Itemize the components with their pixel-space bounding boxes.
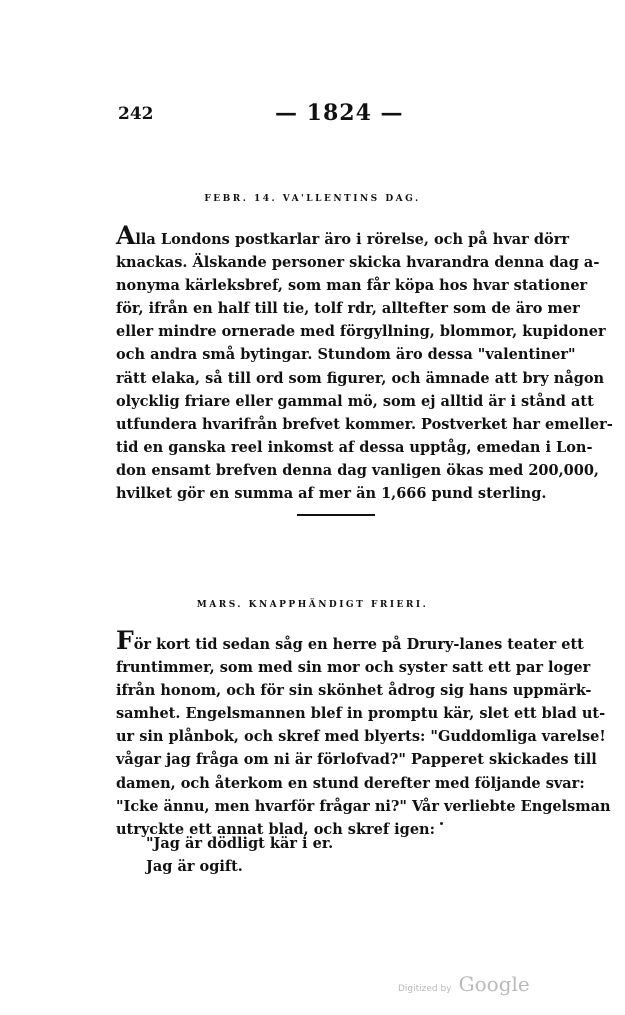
quote-line: Jag är ogift. (146, 858, 243, 875)
text-line: don ensamt brefven denna dag vanligen ökas med 200,000, (116, 461, 599, 479)
section-heading-proposal: MARS. KNAPPHÄNDIGT FRIERI. (196, 600, 429, 610)
text-line: olycklig friare eller gammal mö, som ej alltid är i stånd att (116, 392, 594, 410)
text-line: nonyma kärleksbref, som man får köpa hos hvar stationer (116, 277, 588, 295)
google-logo: Google (458, 972, 530, 996)
drop-cap: F (116, 626, 134, 655)
text-line: knackas. Älskande personer skicka hvarandra denna dag a- (116, 254, 600, 272)
paragraph-valentines (116, 221, 613, 505)
text-line: fruntimmer, som med sin mor och syster satt ett par loger (116, 659, 591, 677)
page-title-year: — 1824 — (275, 100, 404, 126)
text-line: För kort tid sedan såg en herre på Drury-lanes teater ett (116, 626, 584, 655)
text-line: och andra små bytingar. Stundom äro dessa "valentiner" (116, 346, 576, 364)
paragraph-proposal (116, 626, 611, 841)
section-divider (297, 514, 375, 516)
drop-cap: A (116, 221, 136, 250)
page-number: 242 (118, 104, 154, 124)
text-line: utryckte ett annat blad, och skref igen: (116, 820, 435, 838)
text-line: för, ifrån en half till tie, tolf rdr, alltefter som de äro mer (116, 300, 580, 318)
section-heading-valentines: FEBR. 14. VA'LLENTINS DAG. (204, 194, 421, 204)
digitized-watermark (398, 972, 530, 996)
watermark-prefix: Digitized by (398, 984, 452, 994)
text-line: tid en ganska reel inkomst af dessa upptåg, emedan i Lon- (116, 438, 593, 456)
text-line: ifrån honom, och för sin skönhet ådrog sig hans uppmärk- (116, 682, 592, 700)
text-line: eller mindre ornerade med förgyllning, blommor, kupidoner (116, 323, 606, 341)
text-line: ur sin plånbok, och skref med blyerts: "Guddomliga varelse! (116, 728, 606, 746)
text-line: "Icke ännu, men hvarför frågar ni?" Vår verliebte Engelsman (116, 797, 611, 815)
ink-speck (440, 822, 443, 825)
text-line: Alla Londons postkarlar äro i rörelse, och på hvar dörr (116, 221, 569, 250)
text-line: rätt elaka, så till ord som figurer, och ämnade att bry någon (116, 369, 605, 387)
text-line: utfundera hvarifrån brefvet kommer. Postverket har emeller- (116, 415, 613, 433)
text-line: samhet. Engelsmannen blef in promptu kär, slet ett blad ut- (116, 705, 606, 723)
text-line: damen, och återkom en stund derefter med följande svar: (116, 774, 585, 792)
quote-line: "Jag är dödligt kär i er. (146, 835, 334, 852)
text-line: vågar jag fråga om ni är förlofvad?" Papperet skickades till (116, 751, 597, 769)
text-line: hvilket gör en summa af mer än 1,666 pund sterling. (116, 485, 547, 503)
